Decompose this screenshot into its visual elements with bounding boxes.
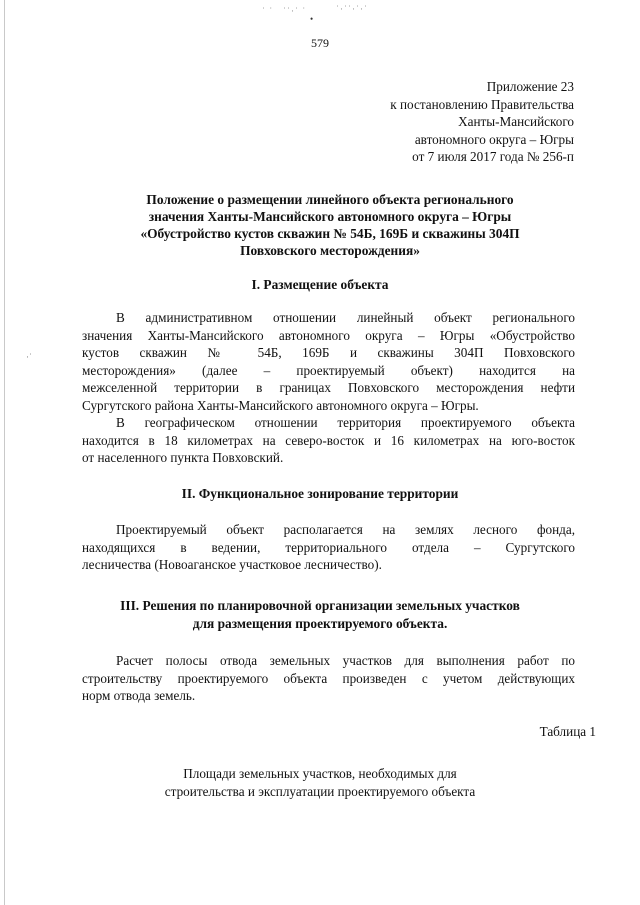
paragraph-line: строительству проектируемого объекта произведен с учетом действующих (82, 670, 575, 686)
section1-paragraph-2 (82, 414, 575, 467)
paragraph-line: межселенной территории в границах Повховского месторождения нефти (82, 380, 575, 395)
scan-artifact: ˙·˙˙·˙·˙ (336, 4, 368, 14)
title-line: Положение о размещении линейного объекта регионального (146, 192, 514, 207)
paragraph-line: норм отвода земель. (82, 688, 196, 703)
title-line: Повховского месторождения» (240, 243, 420, 258)
paragraph-line: Расчет полосы отвода земельных участков для выполнения работ по (116, 653, 575, 668)
paragraph-line: от населенного пункта Повховский. (82, 450, 284, 465)
section2-paragraph (82, 521, 575, 574)
scan-artifact: • (310, 14, 315, 24)
table-title (0, 765, 640, 801)
section-heading-2: II. Функциональное зонирование территории (181, 486, 459, 501)
document-title (100, 191, 560, 259)
paragraph-line: месторождения» (далее – проектируемый объект) находится на (82, 362, 575, 378)
paragraph-line: находится в 18 километрах на северо-восток и 16 километрах на юго-восток (82, 432, 575, 448)
paragraph-line: находящихся в ведении, территориального отдела – Сургутского (82, 539, 575, 555)
heading-line: III. Решения по планировочной организации земельных участков (120, 598, 520, 613)
appendix-block (274, 78, 574, 166)
paragraph-line: Сургутского района Ханты-Мансийского автономного округа – Югры. (82, 397, 479, 413)
heading-line: для размещения проектируемого объекта. (192, 616, 448, 631)
paragraph-line: В административном отношении линейный объект регионального (116, 310, 575, 325)
scan-artifact: ˙ ˙ ˙˙·˙ ˙ (262, 6, 307, 16)
paragraph-line: В географическом отношении территория проектируемого объекта (116, 415, 575, 430)
paragraph-line: кустов скважин № 54Б, 169Б и скважины 304П Повховского (82, 345, 575, 360)
appendix-line: к постановлению Правительства (390, 96, 574, 112)
paragraph-line: значения Ханты-Мансийского автономного округа – Югры «Обустройство (82, 327, 575, 343)
scan-artifact: ·˙ (26, 352, 32, 362)
section1-paragraph-1 (82, 309, 575, 414)
appendix-line: Приложение 23 (486, 79, 574, 94)
section-heading-1: I. Размещение объекта (251, 277, 389, 292)
title-line: значения Ханты-Мансийского автономного округа – Югры (148, 209, 512, 224)
appendix-line: автономного округа – Югры (414, 131, 574, 147)
appendix-line: Ханты-Мансийского (458, 114, 574, 129)
appendix-line: от 7 июля 2017 года № 256-п (412, 149, 574, 164)
section-heading-3 (0, 597, 640, 633)
table-title-line: Площади земельных участков, необходимых для (183, 766, 457, 781)
paragraph-line: Проектируемый объект располагается на землях лесного фонда, (116, 522, 575, 537)
paragraph-line: лесничества (Новоаганское участковое лесничество). (82, 557, 382, 572)
section3-paragraph (82, 652, 575, 705)
table-title-line: строительства и эксплуатации проектируемого объекта (164, 784, 476, 799)
table-caption: Таблица 1 (539, 724, 596, 739)
page-number: 579 (311, 36, 329, 50)
title-line: «Обустройство кустов скважин № 54Б, 169Б и скважины 304П (140, 226, 520, 241)
